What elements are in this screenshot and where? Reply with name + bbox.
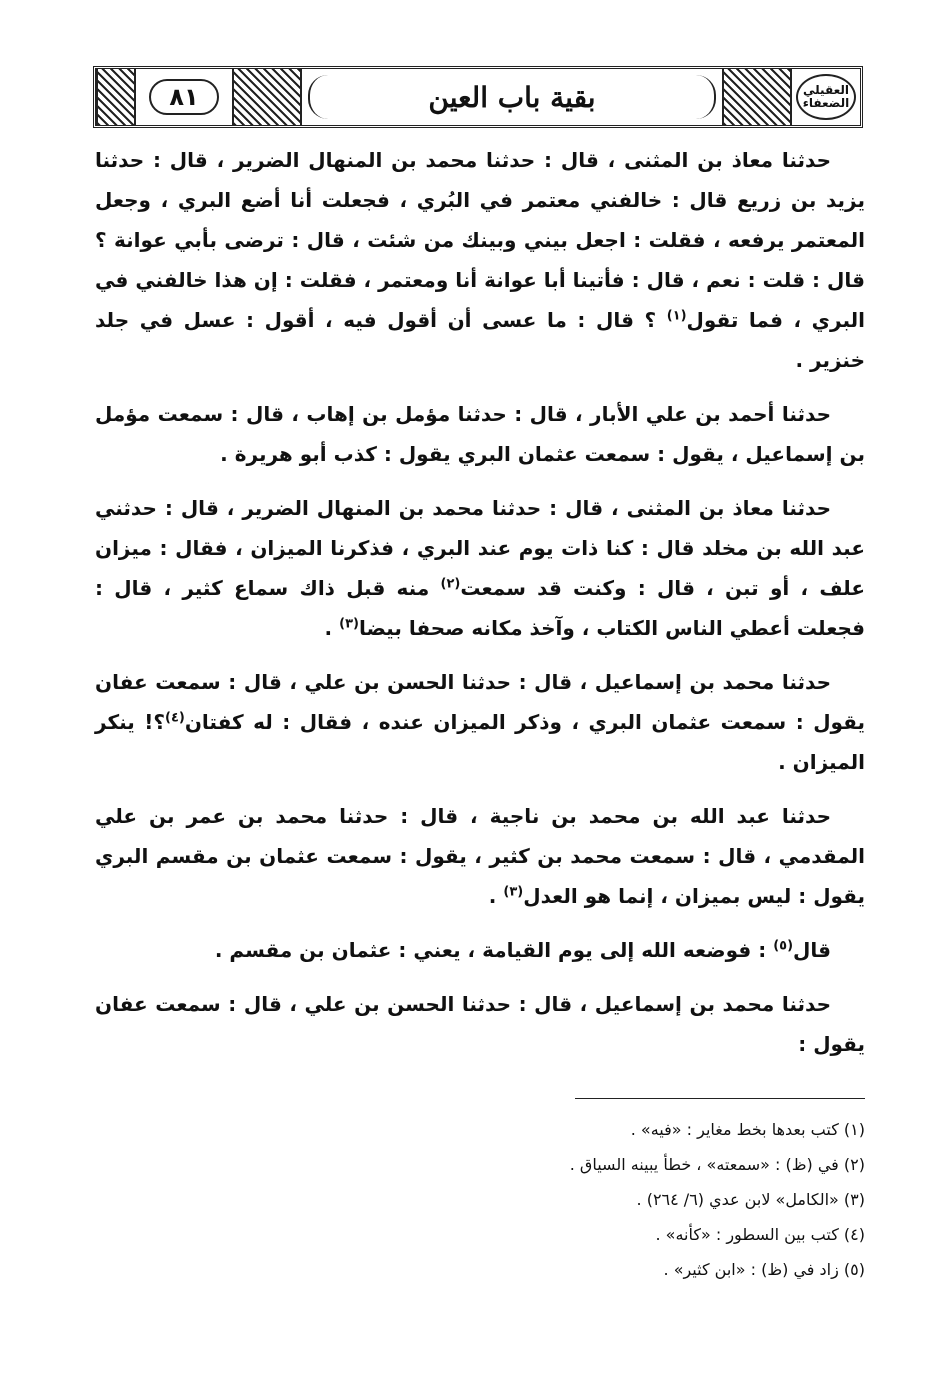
paragraph-6 bbox=[95, 930, 865, 970]
footnote-ref: (٣) bbox=[339, 616, 359, 632]
main-text bbox=[95, 140, 865, 1078]
paragraph-3-text: حدثنا معاذ بن المثنى ، قال : حدثنا محمد بن المنهال الضرير ، قال : حدثني عبد الله بن مخلد قال : كنا ذات يوم عند البري ، فذكرنا الميزان ، فقال : ميزان علف ، أو تبن ، قال : وكنت قد سمعت bbox=[95, 496, 865, 600]
footnote-3: (٣) «الكامل» لابن عدي (٦/ ٢٦٤) . bbox=[636, 1190, 865, 1209]
paragraph-1 bbox=[95, 140, 865, 380]
ornament-left bbox=[96, 69, 136, 125]
footnote-1: (١) كتب بعدها بخط مغاير : «فيه» . bbox=[630, 1120, 865, 1139]
paragraph-4 bbox=[95, 662, 865, 782]
book-seal-text: العقيلي الضعفاء bbox=[796, 74, 856, 120]
footnote-2: (٢) في (ظ) : «سمعته» ، خطأ يبينه السياق . bbox=[569, 1155, 865, 1174]
page-number: ٨١ bbox=[149, 79, 218, 115]
paragraph-1-text: حدثنا معاذ بن المثنى ، قال : حدثنا محمد بن المنهال الضرير ، قال : حدثنا يزيد بن زريع قال : خالفني معتمر في البُري ، فجعلت أنا أضع البري ، وجعل المعتمر يرفعه ، فقلت : اجعل بيني وبينك من شئت ، قال : ترضى بأبي عوانة ؟ قال : قلت : نعم ، قال : فأتينا أبا عوانة أنا ومعتمر ، فقلت : إن هذا خالفني في البري ، فما تقول bbox=[95, 148, 865, 332]
paragraph-7 bbox=[95, 984, 865, 1064]
book-seal bbox=[792, 69, 860, 125]
footnote-ref: (٤) bbox=[164, 710, 185, 726]
paragraph-4-tail: ؟! ينكر الميزان . bbox=[95, 710, 865, 774]
paragraph-5 bbox=[95, 796, 865, 916]
paragraph-3-end: . bbox=[324, 616, 333, 640]
footnote-4: (٤) كتب بين السطور : «كأنه» . bbox=[655, 1225, 865, 1244]
footnote-ref: (٥) bbox=[773, 938, 794, 954]
footnote-divider bbox=[575, 1098, 865, 1099]
footnotes bbox=[200, 1114, 865, 1289]
paragraph-2 bbox=[95, 394, 865, 474]
paragraph-1-tail: ؟ قال : ما عسى أن أقول فيه ، أقول : عسل في جلد خنزير . bbox=[95, 308, 865, 372]
ornament-mid-left bbox=[232, 69, 302, 125]
paragraph-6-text: قال bbox=[793, 938, 831, 962]
page-number-box bbox=[136, 69, 232, 125]
paragraph-6-tail: : فوضعه الله إلى يوم القيامة ، يعني : عثمان بن مقسم . bbox=[214, 938, 767, 962]
footnote-ref: (١) bbox=[666, 308, 687, 324]
footnote-ref: (٣) bbox=[503, 884, 524, 900]
page-header bbox=[93, 66, 863, 128]
chapter-title: بقية باب العين bbox=[308, 75, 716, 119]
footnote-ref: (٢) bbox=[440, 576, 461, 592]
paragraph-2-text: حدثنا أحمد بن علي الأبار ، قال : حدثنا مؤمل بن إهاب ، قال : سمعت مؤمل بن إسماعيل ، يقول : سمعت عثمان البري يقول : كذب أبو هريرة . bbox=[95, 402, 865, 466]
paragraph-4-text: حدثنا محمد بن إسماعيل ، قال : حدثنا الحسن بن علي ، قال : سمعت عفان يقول : سمعت عثمان البري ، وذكر الميزان عنده ، فقال : له كفتان bbox=[95, 670, 865, 734]
ornament-mid-right bbox=[722, 69, 792, 125]
paragraph-7-text: حدثنا محمد بن إسماعيل ، قال : حدثنا الحسن بن علي ، قال : سمعت عفان يقول : bbox=[95, 992, 865, 1056]
paragraph-5-text: حدثنا عبد الله بن محمد بن ناجية ، قال : حدثنا محمد بن عمر بن علي المقدمي ، قال : سمعت محمد بن كثير ، يقول : سمعت عثمان بن مقسم البري يقول : ليس بميزان ، إنما هو العدل bbox=[95, 804, 865, 908]
paragraph-3-mid: منه قبل ذاك سماع كثير ، قال : فجعلت أعطي الناس الكتاب ، وآخذ مكانه صحفا بيضا bbox=[95, 576, 865, 640]
paragraph-3 bbox=[95, 488, 865, 648]
footnote-5: (٥) زاد في (ظ) : «ابن كثير» . bbox=[663, 1260, 865, 1279]
paragraph-5-end: . bbox=[488, 884, 497, 908]
